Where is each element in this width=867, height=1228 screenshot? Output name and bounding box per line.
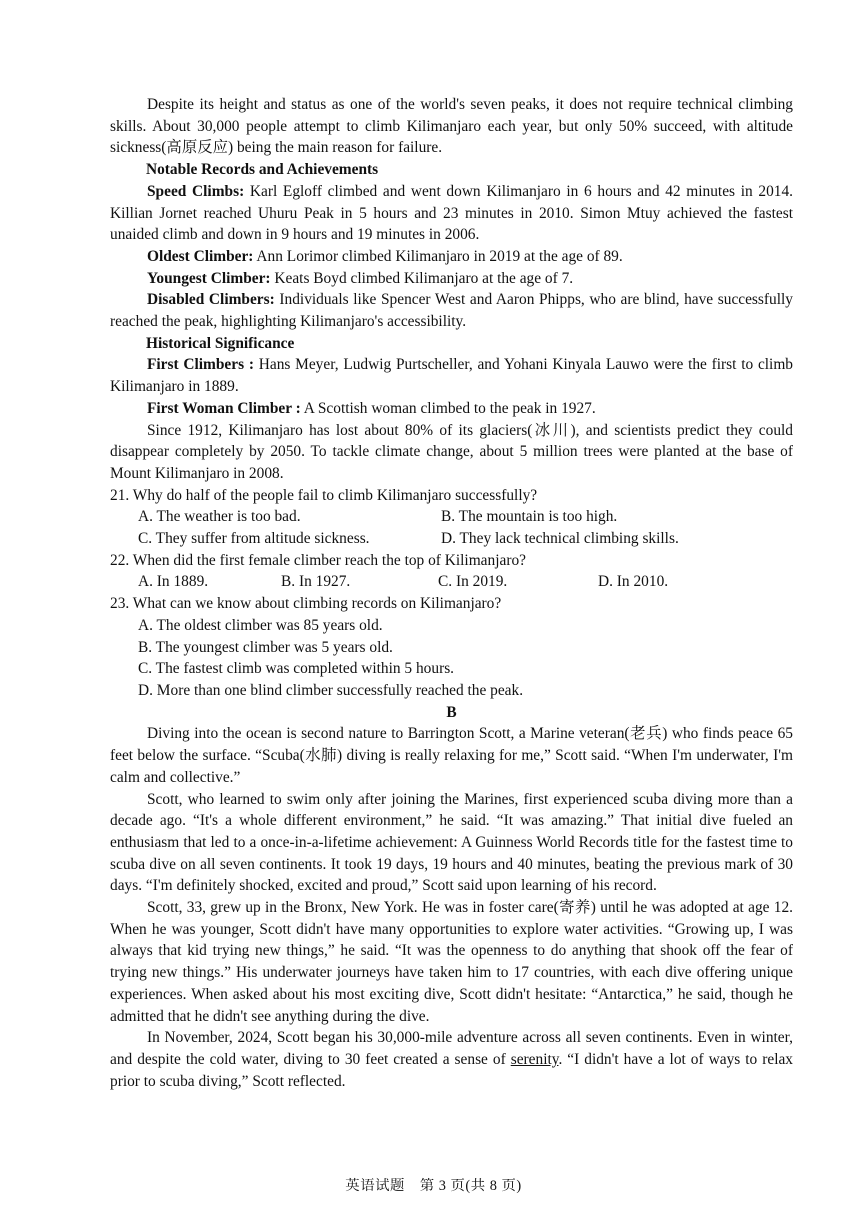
- youngest-climber-label: Youngest Climber:: [147, 269, 271, 287]
- speed-climbs-text: Karl Egloff climbed and went down Kilimanjaro in 6 hours and 42 minutes in 2014. Killian Jornet reached Uhuru Peak in 5 hours and 23 minutes in 2010. Simon Mtuy achieved the fastest unaided climb and down in 9 hours and 19 minutes in 2006.: [110, 182, 794, 244]
- youngest-climber-text: Keats Boyd climbed Kilimanjaro at the age of 7.: [270, 269, 574, 287]
- paragraph-4-start: In November, 2024, Scott began his 30,000-mile adventure across all seven continents. Even in winter, and despite the cold water, diving to 30 feet created a sense of: [110, 1029, 793, 1068]
- option-a: A. The oldest climber was 85 years old.: [138, 616, 383, 634]
- first-woman-label: First Woman Climber :: [147, 399, 301, 417]
- option-d: D. They lack technical climbing skills.: [441, 530, 679, 548]
- passage-b-paragraph-4: [110, 1027, 793, 1092]
- option-c: C. In 2019.: [438, 573, 508, 591]
- disabled-climbers-text: Individuals like Spencer West and Aaron Phipps, who are blind, have successfully reached the peak, highlighting Kilimanjaro's accessibility.: [110, 291, 793, 331]
- question-23: [110, 593, 793, 702]
- oldest-climber-text: Ann Lorimor climbed Kilimanjaro in 2019 at the age of 89.: [253, 247, 623, 265]
- question-22: [110, 550, 793, 593]
- history-heading: Historical Significance: [146, 334, 295, 352]
- speed-climbs-paragraph: [110, 181, 793, 246]
- disabled-climbers-paragraph: [110, 289, 793, 332]
- option-b: B. In 1927.: [281, 573, 351, 591]
- question-stem: 23. What can we know about climbing records on Kilimanjaro?: [110, 595, 502, 613]
- question-stem: 21. Why do half of the people fail to climb Kilimanjaro successfully?: [110, 486, 538, 504]
- first-climbers-text: Hans Meyer, Ludwig Purtscheller, and Yohani Kinyala Lauwo were the first to climb Kilimanjaro in 1889.: [110, 356, 793, 396]
- passage-b-paragraph-3: Scott, 33, grew up in the Bronx, New York. He was in foster care(寄养) until he was adopted at age 12. When he was younger, Scott didn't have many opportunities to explore water activities. “Growing up, I was always that kid trying new things,” he said. “It was the openness to do anything that shook off the fear of trying new things.” His underwater journeys have taken him to 17 countries, with each dive offering unique experiences. When asked about his most exciting dive, Scott didn't hesitate: “Antarctica,” he said, though he admitted that he didn't see anything during the dive.: [110, 899, 793, 1025]
- youngest-climber-paragraph: [110, 268, 793, 290]
- oldest-climber-paragraph: [110, 246, 793, 268]
- question-stem: 22. When did the first female climber reach the top of Kilimanjaro?: [110, 551, 526, 569]
- records-heading: Notable Records and Achievements: [146, 161, 379, 179]
- first-woman-text: A Scottish woman climbed to the peak in 1927.: [300, 399, 596, 417]
- first-woman-paragraph: [110, 398, 793, 420]
- passage-b-paragraph-1: Diving into the ocean is second nature to Barrington Scott, a Marine veteran(老兵) who finds peace 65 feet below the surface. “Scuba(水肺) diving is really relaxing for me,” Scott said. “When I'm underwater, I'm calm and collective.”: [110, 725, 793, 786]
- oldest-climber-label: Oldest Climber:: [147, 247, 254, 265]
- answer-options: [110, 506, 793, 549]
- page-footer: 英语试题 第 3 页(共 8 页): [345, 1178, 522, 1194]
- paragraph-4-end: . “I didn't have a lot of ways to relax prior to scuba diving,” Scott reflected.: [110, 1050, 793, 1090]
- option-d: D. More than one blind climber successfully reached the peak.: [138, 681, 524, 699]
- option-c: C. They suffer from altitude sickness.: [138, 530, 370, 548]
- option-b: B. The mountain is too high.: [441, 508, 618, 526]
- question-21: [110, 485, 793, 550]
- glaciers-paragraph: Since 1912, Kilimanjaro has lost about 80% of its glaciers(冰川), and scientists predict they could disappear completely by 2050. To tackle climate change, about 5 million trees were planted at the base of Mount Kilimanjaro in 2008.: [110, 421, 793, 482]
- answer-options: [110, 615, 793, 702]
- option-c: C. The fastest climb was completed within 5 hours.: [138, 660, 455, 678]
- option-d: D. In 2010.: [598, 573, 669, 591]
- disabled-climbers-label: Disabled Climbers:: [147, 291, 275, 309]
- answer-options: [110, 571, 793, 593]
- first-climbers-paragraph: [110, 354, 793, 397]
- speed-climbs-label: Speed Climbs:: [147, 182, 245, 200]
- passage-a-paragraph-1: Despite its height and status as one of the world's seven peaks, it does not require technical climbing skills. About 30,000 people attempt to climb Kilimanjaro each year, but only 50% succeed, with altitude sickness(高原反应) being the main reason for failure.: [110, 96, 793, 157]
- page-content: [110, 94, 793, 1092]
- first-climbers-label: First Climbers :: [147, 356, 254, 374]
- passage-b-paragraph-2: Scott, who learned to swim only after joining the Marines, first experienced scuba diving more than a decade ago. “It's a whole different environment,” he said. “It was amazing.” That initial dive fueled an enthusiasm that led to a once-in-a-lifetime achievement: A Guinness World Records title for the fastest time to scuba dive on all seven continents. It took 19 days, 19 hours and 40 minutes, beating the previous mark of 30 days. “I'm definitely shocked, excited and proud,” Scott said upon learning of his record.: [110, 790, 793, 895]
- underlined-word-serenity: serenity: [510, 1050, 559, 1068]
- option-a: A. In 1889.: [138, 573, 209, 591]
- section-b-label: B: [446, 703, 457, 721]
- option-a: A. The weather is too bad.: [138, 508, 301, 526]
- option-b: B. The youngest climber was 5 years old.: [138, 638, 393, 656]
